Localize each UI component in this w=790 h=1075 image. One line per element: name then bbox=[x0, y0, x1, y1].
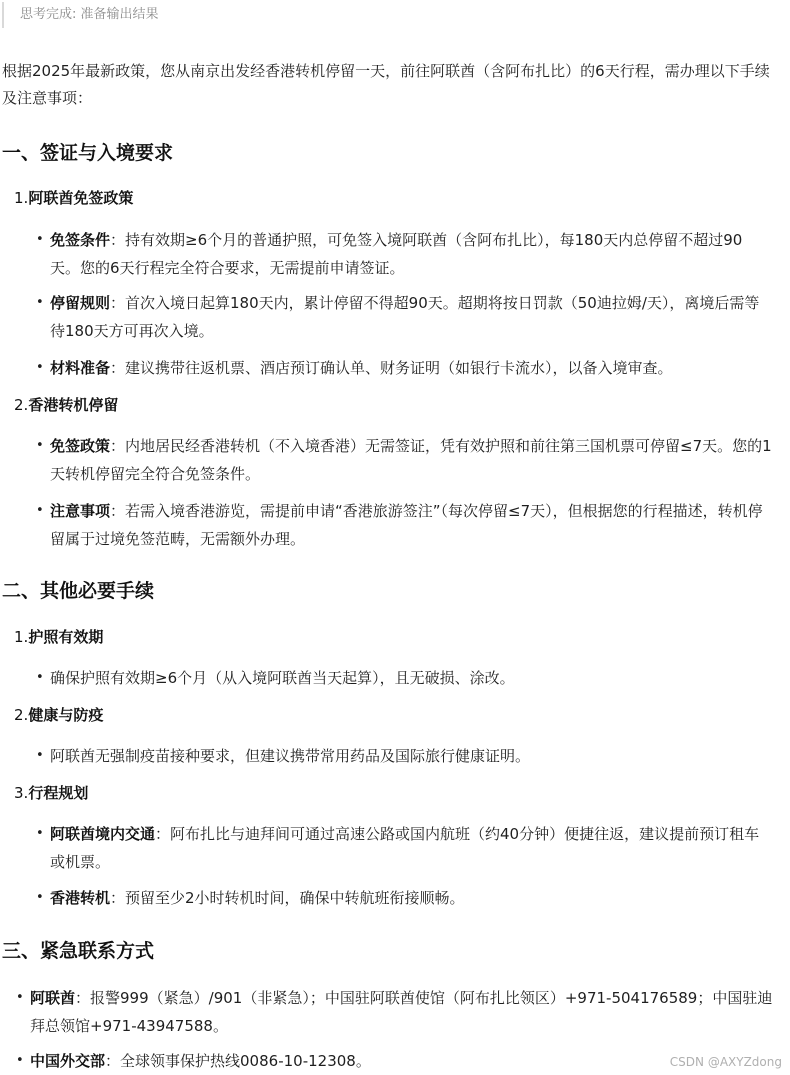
list-item bbox=[36, 884, 772, 912]
intro-paragraph: 根据2025年最新政策，您从南京出发经香港转机停留一天，前往阿联酋（含阿布扎比）的6天行程，需办理以下手续及注意事项： bbox=[2, 62, 770, 107]
subsection-number: 3. bbox=[14, 784, 29, 802]
subsection-number: 2. bbox=[14, 396, 29, 414]
subsection-heading bbox=[14, 781, 88, 805]
bullet-icon: • bbox=[16, 1053, 24, 1068]
bullet-icon: • bbox=[36, 295, 44, 310]
list-item bbox=[36, 354, 772, 382]
item-label: 阿联酋境内交通 bbox=[50, 825, 156, 843]
watermark: CSDN @AXYZdong bbox=[669, 1055, 782, 1069]
subsection-heading bbox=[14, 393, 118, 417]
list-item bbox=[36, 497, 772, 553]
subsection-heading bbox=[14, 625, 103, 649]
list-item bbox=[36, 289, 772, 345]
item-text: ：首次入境日起算180天内，累计停留不得超90天。超期将按日罚款（50迪拉姆/天），离境后需等待180天方可再次入境。 bbox=[50, 294, 760, 340]
bullet-icon: • bbox=[36, 890, 44, 905]
subsection-title: 阿联酋免签政策 bbox=[28, 189, 134, 207]
list-item bbox=[16, 984, 775, 1040]
item-label: 中国外交部 bbox=[30, 1052, 106, 1070]
subsection-title: 健康与防疫 bbox=[28, 706, 104, 724]
subsection-number: 1. bbox=[14, 628, 29, 646]
item-text: 阿联酋无强制疫苗接种要求，但建议携带常用药品及国际旅行健康证明。 bbox=[50, 747, 531, 765]
section-heading-other: 二、其他必要手续 bbox=[2, 580, 155, 602]
bullet-icon: • bbox=[36, 826, 44, 841]
list-item bbox=[36, 664, 772, 692]
bullet-icon: • bbox=[36, 438, 44, 453]
item-text: ：预留至少2小时转机时间，确保中转航班衔接顺畅。 bbox=[110, 889, 465, 907]
item-text: ：全球领事保护热线0086-10-12308。 bbox=[105, 1052, 371, 1070]
item-label: 停留规则 bbox=[50, 294, 111, 312]
item-label: 香港转机 bbox=[50, 889, 111, 907]
item-label: 注意事项 bbox=[50, 502, 111, 520]
subsection-number: 2. bbox=[14, 706, 29, 724]
list-item bbox=[16, 1047, 775, 1075]
bullet-icon: • bbox=[36, 232, 44, 247]
bullet-icon: • bbox=[36, 503, 44, 518]
item-text: 确保护照有效期≥6个月（从入境阿联酋当天起算），且无破损、涂改。 bbox=[50, 669, 515, 687]
bullet-icon: • bbox=[36, 748, 44, 763]
section-heading-visa: 一、签证与入境要求 bbox=[2, 142, 174, 164]
thinking-status[interactable]: 思考完成: 准备输出结果 bbox=[2, 2, 159, 28]
section-heading-emergency: 三、紧急联系方式 bbox=[2, 940, 155, 962]
subsection-title: 护照有效期 bbox=[28, 628, 104, 646]
subsection-heading bbox=[14, 186, 133, 210]
item-text: ：报警999（紧急）/901（非紧急）；中国驻阿联酋使馆（阿布扎比领区）+971-504176589；中国驻迪拜总领馆+971-43947588。 bbox=[30, 989, 773, 1035]
list-item bbox=[36, 820, 772, 876]
bullet-icon: • bbox=[36, 670, 44, 685]
subsection-number: 1. bbox=[14, 189, 29, 207]
item-label: 阿联酋 bbox=[30, 989, 76, 1007]
item-text: ：持有效期≥6个月的普通护照，可免签入境阿联酋（含阿布扎比），每180天内总停留不超过90天。您的6天行程完全符合要求，无需提前申请签证。 bbox=[50, 231, 743, 277]
subsection-title: 香港转机停留 bbox=[28, 396, 119, 414]
list-item bbox=[36, 432, 772, 488]
item-text: ：阿布扎比与迪拜间可通过高速公路或国内航班（约40分钟）便捷往返，建议提前预订租车或机票。 bbox=[50, 825, 760, 871]
list-item bbox=[36, 742, 772, 770]
bullet-icon: • bbox=[36, 360, 44, 375]
subsection-heading bbox=[14, 703, 103, 727]
subsection-title: 行程规划 bbox=[28, 784, 89, 802]
item-text: ：内地居民经香港转机（不入境香港）无需签证，凭有效护照和前往第三国机票可停留≤7天。您的1天转机停留完全符合免签条件。 bbox=[50, 437, 772, 483]
list-item bbox=[36, 226, 772, 282]
item-label: 免签政策 bbox=[50, 437, 111, 455]
item-text: ：建议携带往返机票、酒店预订确认单、财务证明（如银行卡流水），以备入境审查。 bbox=[110, 359, 673, 377]
item-label: 免签条件 bbox=[50, 231, 111, 249]
bullet-icon: • bbox=[16, 990, 24, 1005]
item-text: ：若需入境香港游览，需提前申请“香港旅游签注”（每次停留≤7天），但根据您的行程描述，转机停留属于过境免签范畴，无需额外办理。 bbox=[50, 502, 763, 548]
item-label: 材料准备 bbox=[50, 359, 111, 377]
